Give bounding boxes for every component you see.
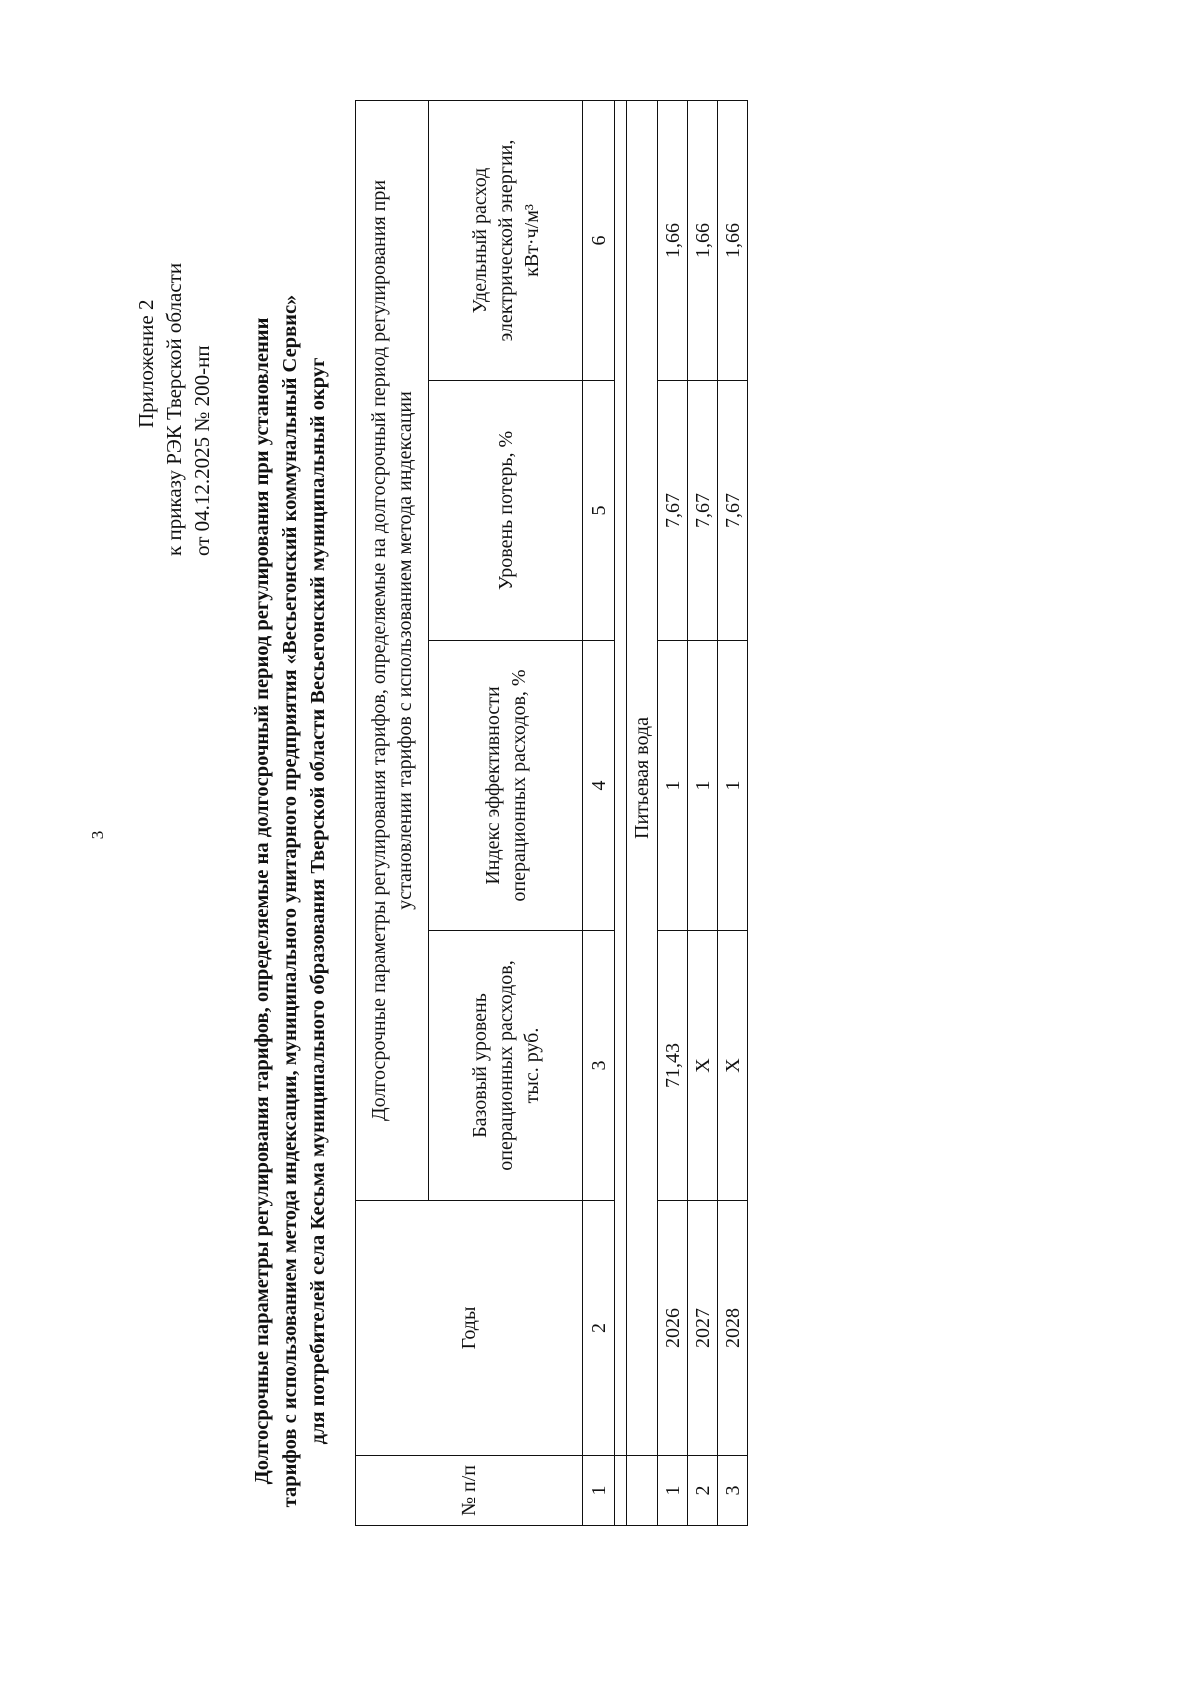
- title-line-2: тарифов с использованием метода индексации, муниципального унитарного предприятия «Весьегонский коммунальный Сервис»: [279, 294, 301, 1508]
- title-line-3: для потребителей села Кесьма муниципального образования Тверской области Весьегонский муниципальный округ: [307, 357, 329, 1445]
- cell-efficiency-index: 1: [658, 641, 688, 931]
- section-row: [627, 100, 658, 1525]
- appendix-block: [132, 56, 216, 556]
- cell-base-opex: Х: [718, 931, 748, 1201]
- title-line-1: Долгосрочные параметры регулирования тарифов, определяемые на долгосрочный период регулирования при установлении: [251, 317, 273, 1485]
- table-row: [688, 100, 718, 1525]
- appendix-line-1: Приложение 2: [134, 299, 158, 428]
- header-row-1: [356, 100, 429, 1525]
- parameters-table: [355, 100, 748, 1526]
- header-col-base-opex: Базовый уровень операционных расходов, тыс. руб.: [429, 931, 583, 1201]
- header-years: Годы: [356, 1201, 583, 1456]
- cell-energy-consumption: 1,66: [718, 100, 748, 380]
- header-col-energy-consumption: Удельный расход электрической энергии, кВт·ч/м³: [429, 100, 583, 380]
- page-number: 3: [88, 830, 107, 840]
- section-blank-cell: [627, 1456, 658, 1526]
- cell-base-opex: Х: [688, 931, 718, 1201]
- col-number: 3: [583, 931, 615, 1201]
- cell-efficiency-index: 1: [688, 641, 718, 931]
- cell-energy-consumption: 1,66: [688, 100, 718, 380]
- col-number: 5: [583, 381, 615, 641]
- col-number: 2: [583, 1201, 615, 1456]
- cell-year: 2026: [658, 1201, 688, 1456]
- spacer-cell: [615, 1456, 627, 1526]
- header-no: № п/п: [356, 1456, 583, 1526]
- cell-efficiency-index: 1: [718, 641, 748, 931]
- spacer-row: [615, 100, 627, 1525]
- cell-loss-level: 7,67: [658, 381, 688, 641]
- cell-year: 2028: [718, 1201, 748, 1456]
- spacer-cell: [615, 100, 627, 1455]
- cell-no: 2: [688, 1456, 718, 1526]
- cell-energy-consumption: 1,66: [658, 100, 688, 380]
- col-number: 4: [583, 641, 615, 931]
- cell-base-opex: 71,43: [658, 931, 688, 1201]
- header-col-efficiency-index: Индекс эффективности операционных расходов, %: [429, 641, 583, 931]
- cell-year: 2027: [688, 1201, 718, 1456]
- header-group: Долгосрочные параметры регулирования тарифов, определяемые на долгосрочный период регулирования при установлении тарифов с использованием метода индексации: [356, 100, 429, 1200]
- document-title: [248, 276, 332, 1526]
- cell-loss-level: 7,67: [718, 381, 748, 641]
- cell-no: 3: [718, 1456, 748, 1526]
- cell-loss-level: 7,67: [688, 381, 718, 641]
- appendix-line-3: от 04.12.2025 № 200-нп: [190, 345, 214, 556]
- col-number: 6: [583, 100, 615, 380]
- appendix-line-2: к приказу РЭК Тверской области: [162, 262, 186, 556]
- table-row: [658, 100, 688, 1525]
- section-label: Питьевая вода: [627, 100, 658, 1455]
- header-col-loss-level: Уровень потерь, %: [429, 381, 583, 641]
- column-numbers-row: [583, 100, 615, 1525]
- col-number: 1: [583, 1456, 615, 1526]
- table-row: [718, 100, 748, 1525]
- cell-no: 1: [658, 1456, 688, 1526]
